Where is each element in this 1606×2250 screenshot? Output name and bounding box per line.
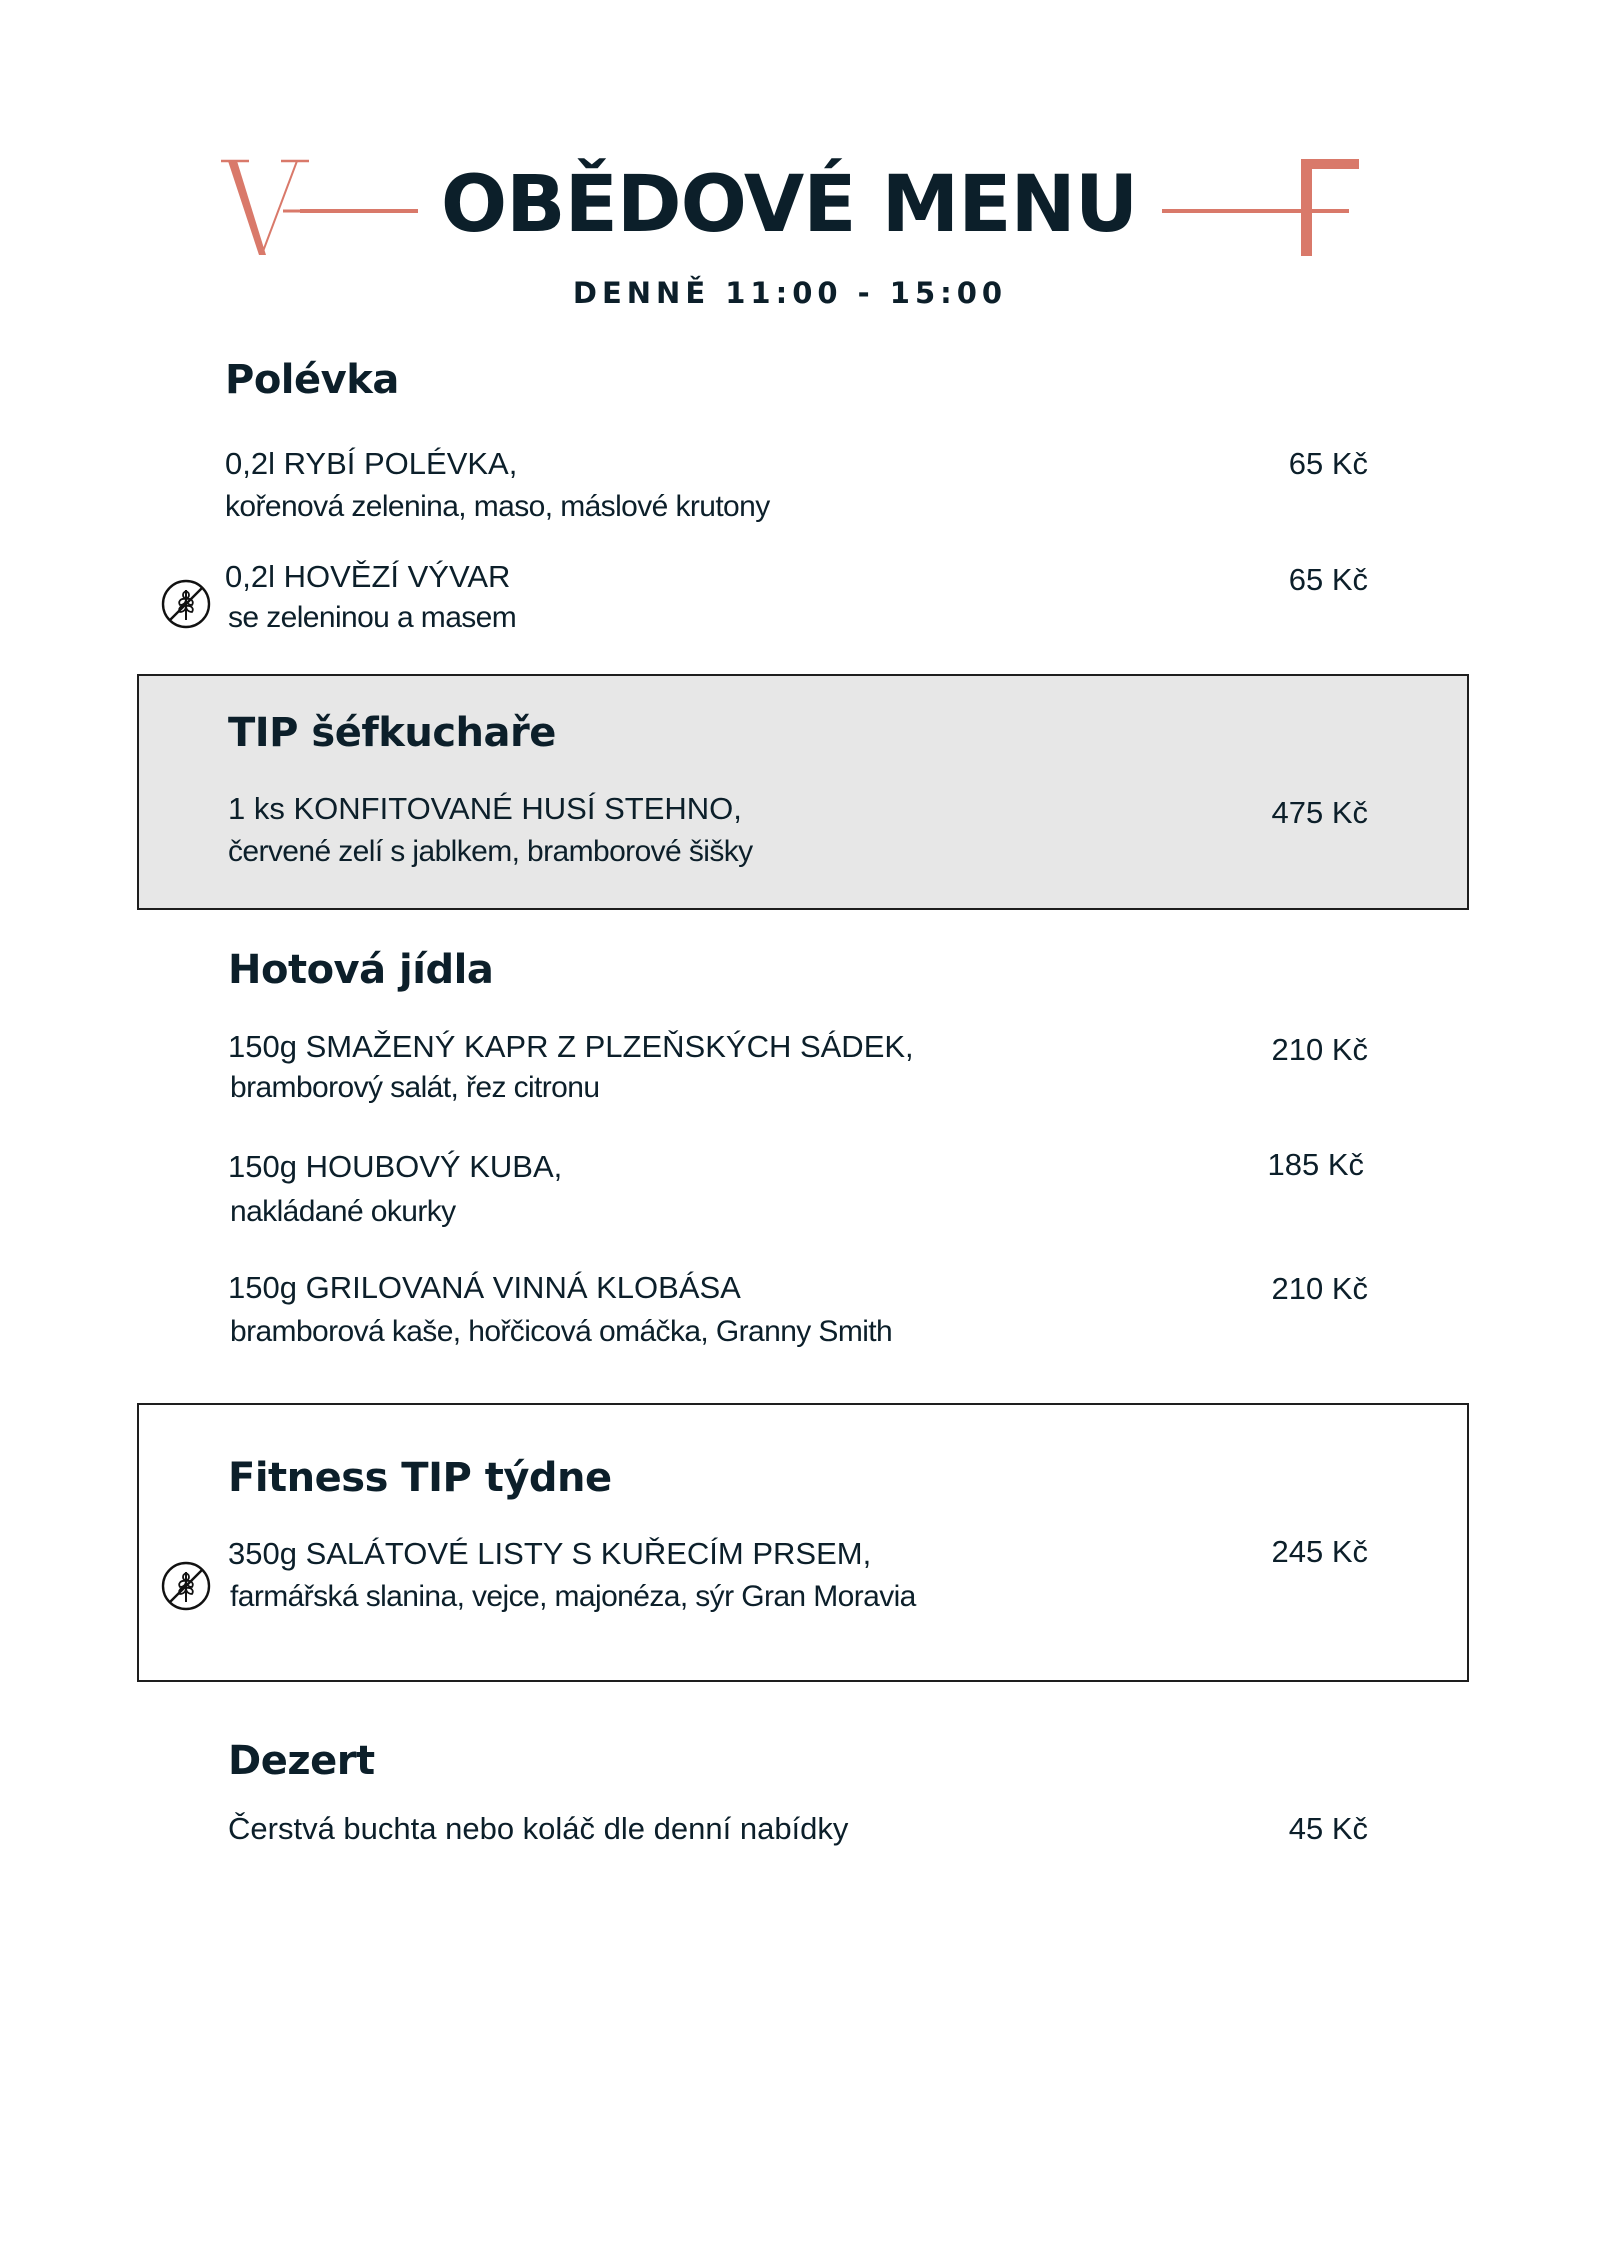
item-price: 65 Kč: [1288, 446, 1368, 481]
section-heading-main-dishes: Hotová jídla: [228, 947, 494, 993]
item-description: farmářská slanina, vejce, majonéza, sýr Gran Moravia: [230, 1580, 916, 1613]
opening-hours: DENNĚ 11:00 - 15:00: [572, 276, 1008, 310]
logo-v-mark: [219, 158, 311, 258]
item-description: bramborová kaše, hořčicová omáčka, Granny Smith: [230, 1315, 893, 1348]
item-price: 245 Kč: [1271, 1534, 1368, 1569]
item-name: 150g SMAŽENÝ KAPR Z PLZEŇSKÝCH SÁDEK,: [228, 1029, 914, 1064]
item-price: 65 Kč: [1288, 562, 1368, 597]
item-name: 0,2l HOVĚZÍ VÝVAR: [225, 559, 511, 594]
section-heading-dessert: Dezert: [228, 1738, 375, 1784]
item-name: 1 ks KONFITOVANÉ HUSÍ STEHNO,: [228, 791, 742, 826]
logo-left-rule: [300, 209, 418, 213]
item-name: Čerstvá buchta nebo koláč dle denní nabídky: [228, 1811, 849, 1846]
item-price: 475 Kč: [1271, 795, 1368, 830]
item-description: červené zelí s jablkem, bramborové šišky: [228, 835, 753, 868]
gluten-free-icon: [160, 578, 212, 630]
item-name: 0,2l RYBÍ POLÉVKA,: [225, 446, 518, 481]
item-name: 150g HOUBOVÝ KUBA,: [228, 1149, 563, 1184]
item-name: 350g SALÁTOVÉ LISTY S KUŘECÍM PRSEM,: [228, 1536, 872, 1571]
logo-f-mark: [1160, 158, 1362, 258]
item-price: 210 Kč: [1271, 1271, 1368, 1306]
item-description: bramborový salát, řez citronu: [230, 1071, 600, 1104]
gluten-free-icon: [160, 1560, 212, 1612]
item-description: nakládané okurky: [230, 1195, 456, 1228]
item-name: 150g GRILOVANÁ VINNÁ KLOBÁSA: [228, 1270, 741, 1305]
page-title: OBĚDOVÉ MENU: [440, 160, 1138, 250]
item-price: 210 Kč: [1271, 1032, 1368, 1067]
item-description: kořenová zelenina, maso, máslové krutony: [225, 490, 770, 523]
item-price: 45 Kč: [1288, 1811, 1368, 1846]
section-heading-chef-tip: TIP šéfkuchaře: [228, 710, 556, 756]
section-heading-fitness-tip: Fitness TIP týdne: [228, 1455, 612, 1501]
item-price: 185 Kč: [1267, 1147, 1364, 1182]
item-description: se zeleninou a masem: [228, 601, 517, 634]
section-heading-soup: Polévka: [225, 357, 399, 403]
